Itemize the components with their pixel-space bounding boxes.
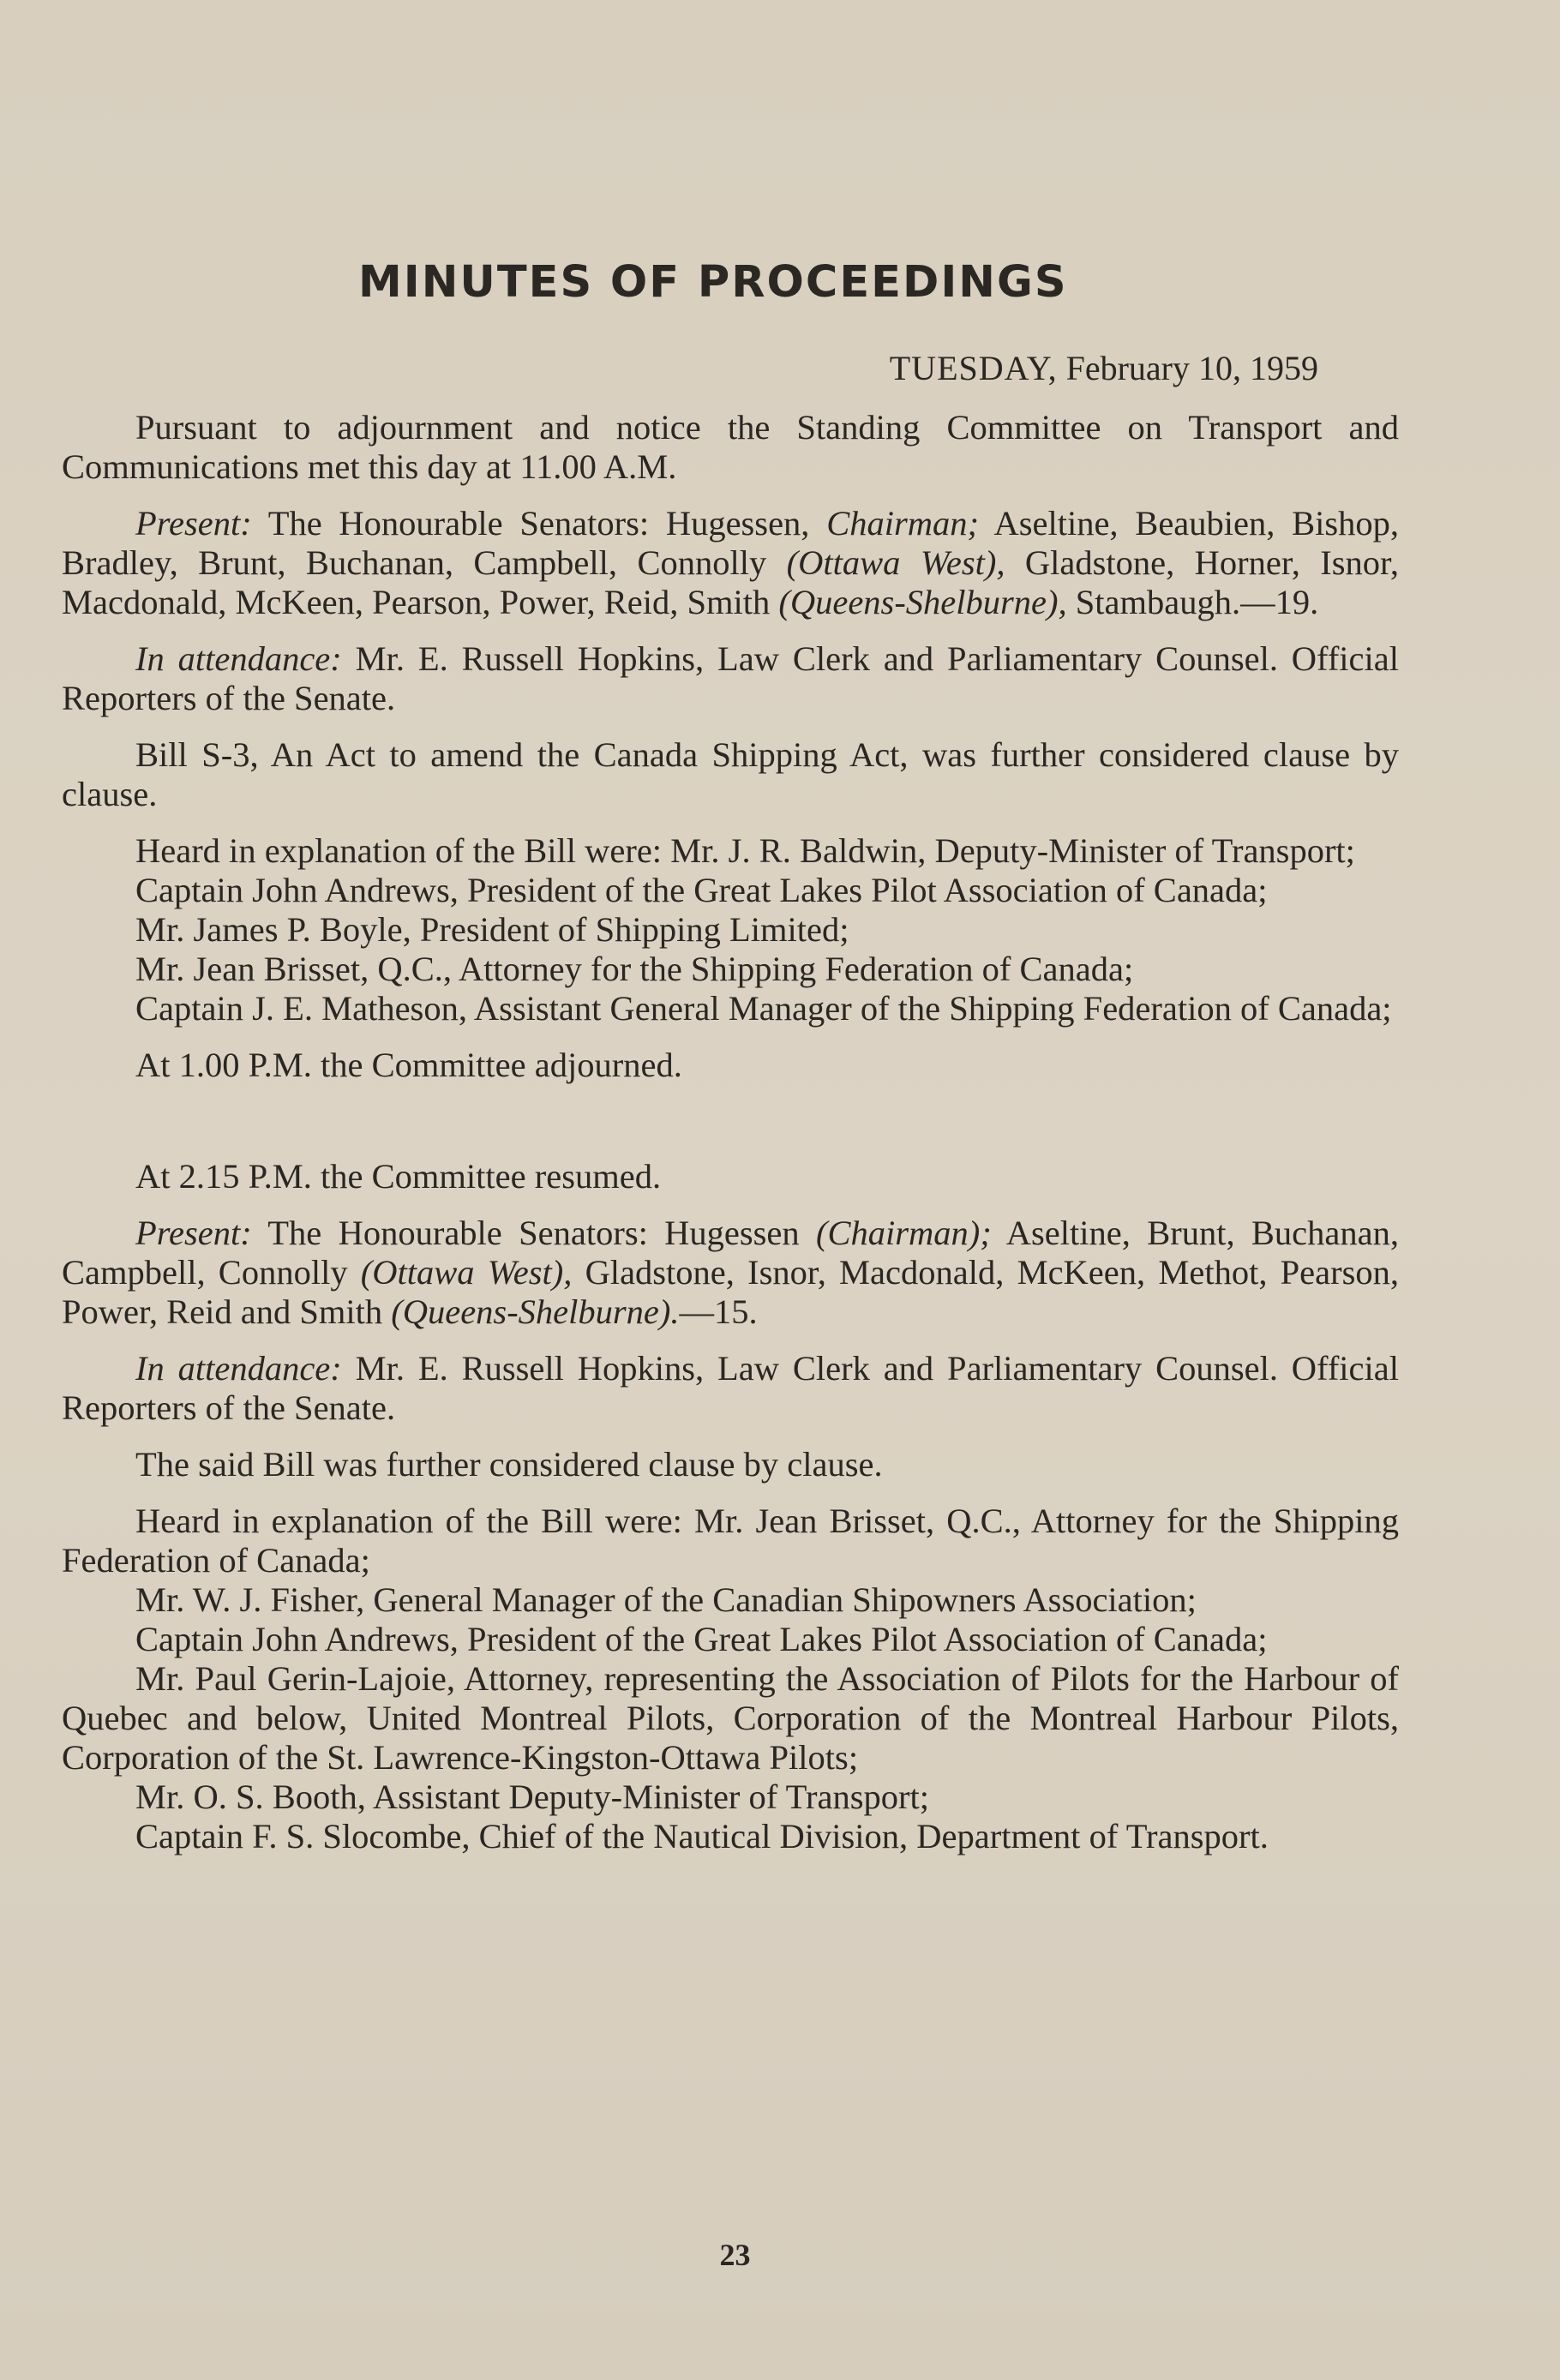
present-label: Present: bbox=[135, 504, 252, 543]
witness-entry: Heard in explanation of the Bill were: Mr. J. R. Baldwin, Deputy-Minister of Transport; bbox=[135, 831, 1355, 870]
witness-entry: Mr. W. J. Fisher, General Manager of the Canadian Shipowners Association; bbox=[135, 1580, 1197, 1619]
dateline bbox=[890, 348, 1318, 388]
section-gap bbox=[62, 1102, 1399, 1157]
opening-paragraph: Pursuant to adjournment and notice the Standing Committee on Transport and Communications met this day at 11.00 A.M. bbox=[62, 408, 1399, 486]
bill-paragraph-morning: Bill S-3, An Act to amend the Canada Shipping Act, was further considered clause by clause. bbox=[62, 735, 1399, 813]
dateline-date: February 10, 1959 bbox=[1065, 349, 1318, 387]
witness-list-afternoon bbox=[62, 1502, 1399, 1856]
bill-paragraph-afternoon: The said Bill was further considered clause by clause. bbox=[135, 1445, 883, 1484]
witness-entry: Mr. O. S. Booth, Assistant Deputy-Minister of Transport; bbox=[135, 1778, 929, 1816]
present-paragraph-afternoon: Present: The Honourable Senators: Hugessen (Chairman); Aseltine, Brunt, Buchanan, Campbell, Connolly (Ottawa West), Gladstone, Isnor, Macdonald, McKeen, Methot, Pearson, Power, Reid and Smith (Queens-Shelburne).—15. bbox=[62, 1214, 1399, 1331]
witness-entry: Captain John Andrews, President of the Great Lakes Pilot Association of Canada; bbox=[135, 871, 1268, 909]
witness-entry: Heard in explanation of the Bill were: Mr. Jean Brisset, Q.C., Attorney for the Shipping Federation of Canada; bbox=[62, 1502, 1399, 1580]
present-paragraph-morning: Present: The Honourable Senators: Hugessen, Chairman; Aseltine, Beaubien, Bishop, Bradley, Brunt, Buchanan, Campbell, Connolly (Ottawa West), Gladstone, Horner, Isnor, Macdonald, McKeen, Pearson, Power, Reid, Smith (Queens-Shelburne), Stambaugh.—19. bbox=[62, 504, 1400, 621]
witness-entry: Mr. Paul Gerin-Lajoie, Attorney, representing the Association of Pilots for the Harbour of Quebec and below, United Montreal Pilots, Corporation of the Montreal Harbour Pilots, Corporation of the St. Lawrence-Kingston-Ottawa Pilots; bbox=[62, 1659, 1399, 1777]
witness-entry: Mr. Jean Brisset, Q.C., Attorney for the Shipping Federation of Canada; bbox=[135, 950, 1134, 988]
witness-entry: Captain J. E. Matheson, Assistant General Manager of the Shipping Federation of Canada; bbox=[135, 989, 1392, 1028]
page-number: 23 bbox=[719, 2238, 751, 2272]
page-title: MINUTES OF PROCEEDINGS bbox=[358, 257, 1068, 308]
witness-entry: Captain John Andrews, President of the Great Lakes Pilot Association of Canada; bbox=[135, 1620, 1268, 1658]
attendance-paragraph-afternoon: In attendance: Mr. E. Russell Hopkins, Law Clerk and Parliamentary Counsel. Official Reporters of the Senate. bbox=[62, 1349, 1400, 1427]
attendance-label: In attendance: bbox=[135, 639, 342, 678]
witness-list-morning bbox=[62, 831, 1399, 1028]
attendance-paragraph-morning: In attendance: Mr. E. Russell Hopkins, Law Clerk and Parliamentary Counsel. Official Reporters of the Senate. bbox=[62, 639, 1400, 717]
dateline-day: TUESDAY, bbox=[889, 349, 1058, 387]
adjourned-paragraph: At 1.00 P.M. the Committee adjourned. bbox=[135, 1046, 682, 1084]
minutes-body bbox=[62, 408, 1399, 1856]
present-label: Present: bbox=[135, 1214, 252, 1252]
resumed-paragraph: At 2.15 P.M. the Committee resumed. bbox=[135, 1157, 662, 1196]
attendance-label: In attendance: bbox=[135, 1349, 342, 1388]
witness-entry: Mr. James P. Boyle, President of Shipping Limited; bbox=[135, 910, 849, 949]
witness-entry: Captain F. S. Slocombe, Chief of the Nautical Division, Department of Transport. bbox=[135, 1817, 1269, 1855]
